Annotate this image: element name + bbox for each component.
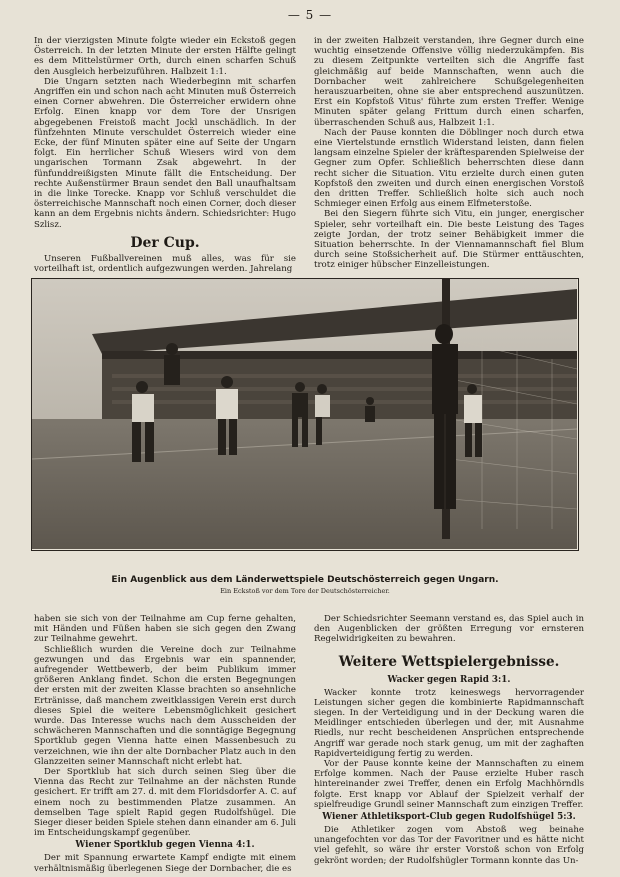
bottom-right-column <box>314 614 584 866</box>
article-paragraph: Unseren Fußballvereinen muß alles, was für sie vorteilhaft ist, ordentlich aufgezwungen werden. Jahrelang <box>34 253 296 275</box>
top-left-column <box>34 36 296 274</box>
match-heading: Wiener Sportklub gegen Vienna 4:1. <box>75 840 255 851</box>
article-paragraph: Bei den Siegern führte sich Vitu, ein junger, energischer Spieler, sehr vorteilhaft ein. Die beste Leistung des Tages zeigte Jordan, der trotz seiner Behäbigkeit immer die Situation beherrschte. In der Viennamannschaft fiel Blum durch seine Stoßsicherheit auf. Die Stürmer enttäuschten, trotz einiger hübscher Einzelleistungen. <box>314 209 584 271</box>
match-heading: Wacker gegen Rapid 3:1. <box>387 674 511 685</box>
photo-subcaption: Ein Eckstoß vor dem Tore der Deutschösterreicher. <box>220 587 390 595</box>
article-paragraph: Wacker konnte trotz keineswegs hervorragender Leistungen sicher gegen die kombinierte Rapidmannschaft siegen. In der Verteidigung und in der Deckung waren die Meidlinger entschieden überlegen und der, mit Ausnahme Riedls, nur recht bescheidenen Ansprüchen entsprechende Angriff war gerade noch stark genug, um mit der zaghaften Rapidverteidigung fertig zu werden. <box>314 687 584 759</box>
football-match-photo-illustration <box>32 279 577 549</box>
article-paragraph: In der vierzigsten Minute folgte wieder ein Eckstoß gegen Österreich. In der letzten Minute der ersten Hälfte gelingt es dem Mittelstürmer Orth, durch einen scharfen Schuß den Ausgleich herbeizuführen. Halbzeit 1:1. <box>34 36 296 77</box>
article-paragraph: in der zweiten Halbzeit verstanden, ihre Gegner durch eine wuchtig einsetzende Offensive völlig niederzukämpfen. Bis zu diesem Zeitpunkte verteilten sich die Angriffe fast gleichmäßig auf beide Mannschaften, wenn auch die Dornbacher weit zahlreichere Schußgelegenheiten herauszuarbeiten, ohne sie aber entsprechend auszunützen. Erst ein Kopfstoß Vitus' führte zum ersten Treffer. Wenige Minuten später gelang Frittum durch einen scharfen, überraschenden Schuß aus, Halbzeit 1:1. <box>314 36 584 128</box>
football-match-photo <box>31 278 579 551</box>
results-heading: Weitere Wettspielergebnisse. <box>338 653 560 670</box>
cup-heading: Der Cup. <box>130 234 200 251</box>
article-paragraph: Vor der Pause konnte keine der Mannschaften zu einem Erfolge kommen. Nach der Pause erzielte Huber rasch hintereinander zwei Treffer, denen ein Erfolg Machhörndls folgte. Erst knapp vor Ablauf der Spielzeit verhalf der spielfreudige Grundl seiner Mannschaft zum einzigen Treffer. <box>314 759 584 810</box>
article-paragraph: Der mit Spannung erwartete Kampf endigte mit einem verhältnismäßig überlegenen Siege der Dornbacher, die es <box>34 853 296 874</box>
article-paragraph: haben sie sich von der Teilnahme am Cup ferne gehalten, mit Händen und Füßen haben sie sich gegen den Zwang zur Teilnahme gewehrt. <box>34 614 296 645</box>
article-paragraph: Der Schiedsrichter Seemann verstand es, das Spiel auch in den Augenblicken der größten Erregung vor ernsteren Regelwidrigkeiten zu bewahren. <box>314 614 584 645</box>
article-paragraph: Die Ungarn setzten nach Wiederbeginn mit scharfen Angriffen ein und schon nach acht Minuten muß Österreich einen Corner abwehren. Die Österreicher erwidern ohne Erfolg. Einen knapp vor dem Tore der Unsrigen abgegebenen Freistoß macht Jockl unschädlich. In der fünfzehnten Minute verschuldet Österreich wieder eine Ecke, der fünf Minuten später eine auf Seite der Ungarn folgt. Ein herrlicher Schuß Wiesers wird von dem ungarischen Tormann Zsak abgewehrt. In der fünfunddreißigsten Minute fällt die Entscheidung. Der rechte Außenstürmer Braun sendet den Ball unaufhaltsam in die linke Torecke. Knapp vor Schluß verschuldet die österreichische Mannschaft noch einen Corner, doch dieser kann an dem Ergebnis nichts ändern. Schiedsrichter: Hugo Szlisz. <box>34 76 296 230</box>
article-paragraph: Schließlich wurden die Vereine doch zur Teilnahme gezwungen und das Ergebnis war ein spannender, aufregender Wettbewerb, der beim Publikum immer größeren Anklang findet. Schon die ersten Begegnungen der ersten mit der zweiten Klasse brachten so ansehnliche Ertränisse, daß manchem zweitklassigen Verein erst durch dieses Spiel die weitere Lebensmöglichkeit gesichert wurde. Das Interesse wuchs nach dem Ausscheiden der schwächeren Mannschaften und die sonntägige Begegnung Sportklub gegen Vienna hatte einen Massenbesuch zu verzeichnen, wie ihn der alte Dornbacher Platz auch in den Glanzzeiten seiner Mannschaft nicht erlebt hat. <box>34 644 296 767</box>
photo-caption: Ein Augenblick aus dem Länderwettspiele Deutschösterreich gegen Ungarn. <box>111 575 499 585</box>
bottom-left-column <box>34 614 296 874</box>
top-right-column <box>314 36 584 271</box>
article-paragraph: Die Athletiker zogen vom Abstoß weg beinahe unangefochten vor das Tor der Favoritner und es hätte nicht viel gefehlt, so wäre ihr erster Vorstoß schon von Erfolg gekrönt worden; der Rudolfshügler Tormann konnte das Un- <box>314 825 584 866</box>
article-paragraph: Nach der Pause konnten die Döblinger noch durch etwa eine Viertelstunde ernstlich Widerstand leisten, dann fielen langsam einzelne Spieler der kräftesparenden Spielweise der Gegner zum Opfer. Schließlich beherrschten diese dann recht sicher die Situation. Vitu erzielte durch einen guten Kopfstoß den zweiten und durch einen energischen Vorstoß den dritten Treffer. Schließlich holte sich auch noch Schmieger einen Erfolg aus einem Elfmeterstoße. <box>314 127 584 210</box>
page-number: — 5 — <box>287 8 333 22</box>
match-heading: Wiener Athletiksport-Club gegen Rudolfshügel 5:3. <box>322 812 576 823</box>
article-paragraph: Der Sportklub hat sich durch seinen Sieg über die Vienna das Recht zur Teilnahme an der nächsten Runde gesichert. Er trifft am 27. d. mit dem Floridsdorfer A. C. auf einem noch zu bestimmenden Platze zusammen. An demselben Tage spielt Rapid gegen Rudolfshügel. Die Sieger dieser beiden Spiele stehen dann einander am 6. Juli im Entscheidungskampf gegenüber. <box>34 767 296 839</box>
